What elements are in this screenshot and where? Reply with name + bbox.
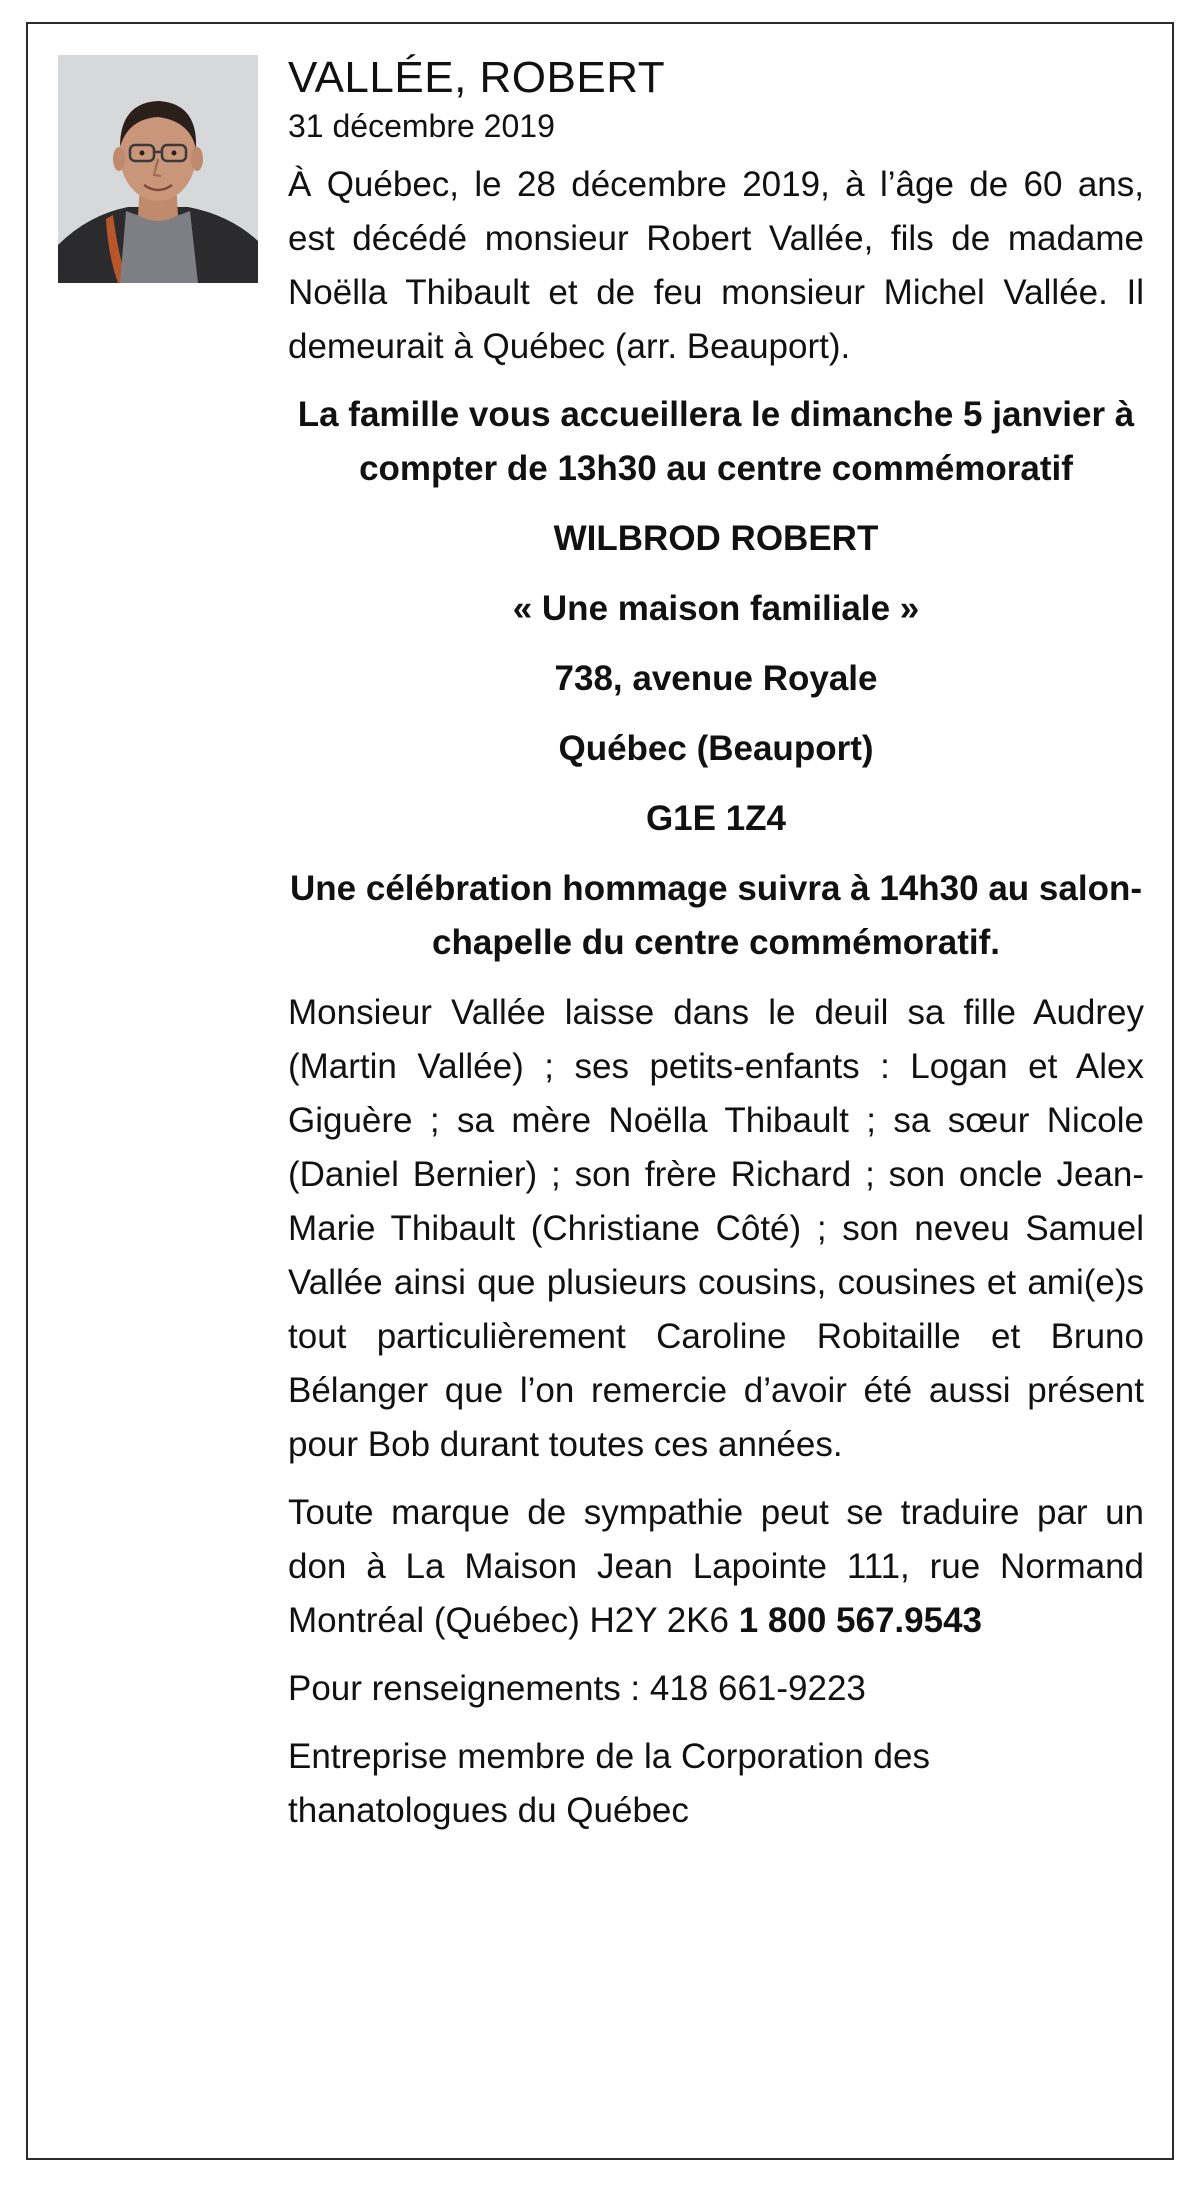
funeral-home-tagline: « Une maison familiale » — [512, 589, 920, 628]
postal-code: G1E 1Z4 — [645, 799, 787, 838]
donation-paragraph — [288, 1486, 1144, 1648]
info-line: Pour renseignements : 418 661-9223 — [288, 1669, 866, 1708]
publication-date: 31 décembre 2019 — [288, 108, 555, 144]
deceased-name: VALLÉE, ROBERT — [288, 53, 666, 102]
donation-text: Toute marque de sympathie peut se traduire par un don à La Maison Jean Lapointe 111, rue Normand Montréal (Québec) H2Y 2K6 — [288, 1493, 1144, 1640]
portrait-photo — [58, 55, 258, 283]
survivors-paragraph: Monsieur Vallée laisse dans le deuil sa fille Audrey (Martin Vallée) ; ses petits-enfants : Logan et Alex Giguère ; sa mère Noëlla Thibault ; sa sœur Nicole (Daniel Bernier) ; son frère Richard ; son oncle Jean-Marie Thibault (Christiane Côté) ; son neveu Samuel Vallée ainsi que plusieurs cousins, cousines et ami(e)s tout particulièrement Caroline Robitaille et Bruno Bélanger que l’on remercie d’avoir été aussi présent pour Bob durant toutes ces années. — [288, 993, 1144, 1464]
visitation-notice: La famille vous accueillera le dimanche 5 janvier à compter de 13h30 au centre commémoratif — [297, 395, 1135, 488]
donation-phone: 1 800 567.9543 — [738, 1601, 982, 1640]
portrait-icon — [58, 55, 258, 283]
address-street: 738, avenue Royale — [554, 659, 878, 698]
membership-line: Entreprise membre de la Corporation des thanatologues du Québec — [288, 1737, 930, 1830]
obituary-content — [288, 50, 1144, 1852]
funeral-home-name: WILBROD ROBERT — [553, 519, 879, 558]
intro-paragraph: À Québec, le 28 décembre 2019, à l’âge de 60 ans, est décédé monsieur Robert Vallée, fils de madame Noëlla Thibault et de feu monsieur Michel Vallée. Il demeurait à Québec (arr. Beauport). — [288, 165, 1144, 366]
address-city: Québec (Beauport) — [558, 729, 874, 768]
ceremony-notice: Une célébration hommage suivra à 14h30 au salon-chapelle du centre commémoratif. — [290, 869, 1142, 962]
